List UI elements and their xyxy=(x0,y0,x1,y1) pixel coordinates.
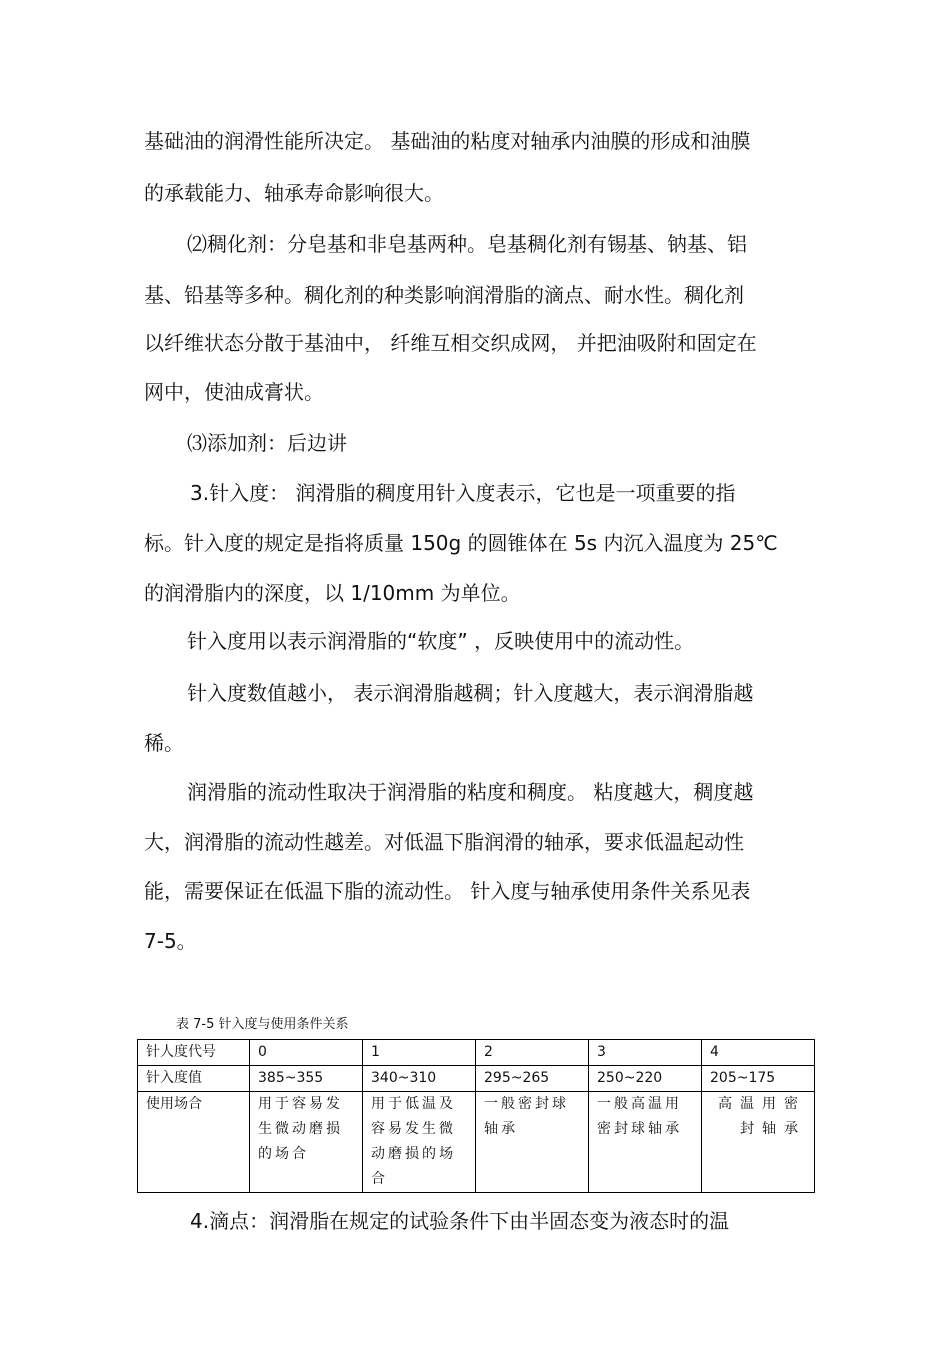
table-cell: 一般密封球轴承 xyxy=(476,1092,589,1193)
paragraph-line: 的承载能力、轴承寿命影响很大。 xyxy=(144,181,444,205)
table-cell: 3 xyxy=(589,1040,702,1066)
table-cell: 一般高温用密封球轴承 xyxy=(589,1092,702,1193)
table-caption: 表 7-5 针入度与使用条件关系 xyxy=(176,1017,349,1032)
paragraph-line: 能，需要保证在低温下脂的流动性。 针入度与轴承使用条件关系见表 xyxy=(144,879,751,903)
paragraph-line: 针入度数值越小， 表示润滑脂越稠；针入度越大，表示润滑脂越 xyxy=(187,681,754,705)
paragraph-line: 7-5。 xyxy=(144,929,197,953)
paragraph-line: 基础油的润滑性能所决定。 基础油的粘度对轴承内油膜的形成和油膜 xyxy=(144,129,751,153)
table-cell: 385~355 xyxy=(250,1066,363,1092)
table-cell: 用于容易发生微动磨损的场合 xyxy=(250,1092,363,1193)
table-cell: 高温用密封轴承 xyxy=(702,1092,815,1193)
penetration-table xyxy=(137,1039,815,1193)
table-row xyxy=(138,1066,815,1092)
paragraph-line: 以纤维状态分散于基油中， 纤维互相交织成网， 并把油吸附和固定在 xyxy=(144,331,757,355)
paragraph-line: 针入度用以表示润滑脂的“软度” ，反映使用中的流动性。 xyxy=(187,629,695,653)
paragraph-line: 大，润滑脂的流动性越差。对低温下脂润滑的轴承，要求低温起动性 xyxy=(144,830,744,854)
table-cell: 针入度值 xyxy=(138,1066,250,1092)
table-cell: 205~175 xyxy=(702,1066,815,1092)
table-cell: 295~265 xyxy=(476,1066,589,1092)
table-cell: 0 xyxy=(250,1040,363,1066)
table-cell: 1 xyxy=(363,1040,476,1066)
table-row xyxy=(138,1040,815,1066)
table-cell: 340~310 xyxy=(363,1066,476,1092)
table-row xyxy=(138,1092,815,1193)
table-cell: 250~220 xyxy=(589,1066,702,1092)
paragraph-line: 标。针入度的规定是指将质量 150g 的圆锥体在 5s 内沉入温度为 25℃ xyxy=(144,531,778,555)
table-cell: 4 xyxy=(702,1040,815,1066)
paragraph-line: 润滑脂的流动性取决于润滑脂的粘度和稠度。 粘度越大，稠度越 xyxy=(187,780,754,804)
paragraph-line: 4.滴点：润滑脂在规定的试验条件下由半固态变为液态时的温 xyxy=(190,1209,730,1233)
paragraph-line: ⑵稠化剂：分皂基和非皂基两种。皂基稠化剂有锡基、钠基、铝 xyxy=(187,232,747,256)
paragraph-line: 的润滑脂内的深度，以 1/10mm 为单位。 xyxy=(144,581,521,605)
paragraph-line: ⑶添加剂：后边讲 xyxy=(187,431,347,455)
paragraph-line: 基、铅基等多种。稠化剂的种类影响润滑脂的滴点、耐水性。稠化剂 xyxy=(144,283,744,307)
table-cell: 使用场合 xyxy=(138,1092,250,1193)
table-cell: 用于低温及容易发生微动磨损的场合 xyxy=(363,1092,476,1193)
table-cell: 针人度代号 xyxy=(138,1040,250,1066)
paragraph-line: 网中，使油成膏状。 xyxy=(144,380,324,404)
table-cell: 2 xyxy=(476,1040,589,1066)
paragraph-line: 稀。 xyxy=(144,731,184,755)
paragraph-line: 3.针入度： 润滑脂的稠度用针入度表示，它也是一项重要的指 xyxy=(190,481,736,505)
